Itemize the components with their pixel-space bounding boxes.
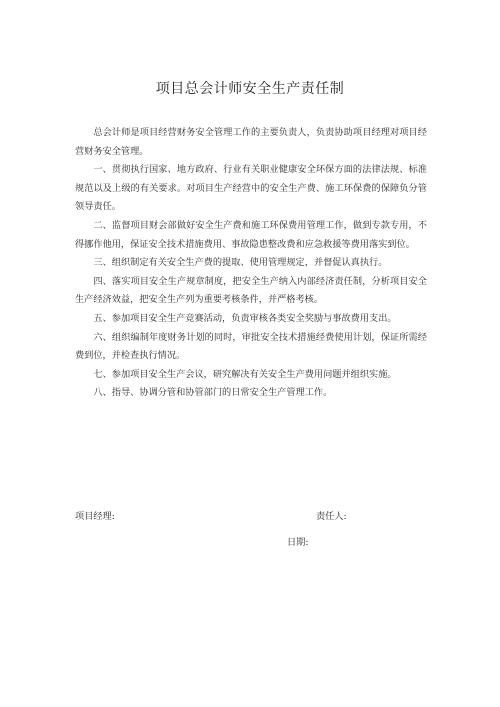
date-label: 日期:: [287, 537, 309, 548]
paragraph-item-3: 三、组织制定有关安全生产费的提取、使用管理规定，并督促认真执行。: [93, 257, 388, 269]
paragraph-item-5: 五、参加项目安全生产竞赛活动，负责审核各类安全奖励与事故费用支出。: [93, 312, 397, 324]
paragraph-item-2: 二、监督项目财会部做好安全生产费和施工环保费用管理工作，做到专款专用，不得挪作他用，保证安全技术措施费用、事故隐患整改费和应急救援等费用落实到位。: [75, 219, 427, 250]
paragraph-item-4: 四、落实项目安全生产规章制度，把安全生产纳入内部经济责任制，分析项目安全生产经济效益，把安全生产列为重要考核条件，并严格考核。: [75, 275, 427, 306]
paragraph-intro: 总会计师是项目经营财务安全管理工作的主要负责人，负责协助项目经理对项目经营财务安全管理。: [75, 127, 427, 157]
responsible-person-signature-label: 责任人:: [316, 511, 347, 522]
document-body: [75, 124, 427, 403]
paragraph-item-8: 八、指导、协调分管和协管部门的日常安全生产管理工作。: [93, 387, 333, 399]
paragraph-item-7: 七、参加项目安全生产会议，研究解决有关安全生产费用问题并组织实施。: [93, 368, 397, 380]
project-manager-signature-label: 项目经理:: [75, 511, 115, 522]
paragraph-item-1: 一、贯彻执行国家、地方政府、行业有关职业健康安全环保方面的法律法规、标准规范以及上级的有关要求。对项目生产经营中的安全生产费、施工环保费的保障负分管领导责任。: [75, 164, 427, 213]
paragraph-item-6: 六、组织编制年度财务计划的同时，审批安全技术措施经费使用计划，保证所需经费到位，并检查执行情况。: [75, 331, 427, 362]
document-title: 项目总会计师安全生产责任制: [155, 81, 345, 97]
